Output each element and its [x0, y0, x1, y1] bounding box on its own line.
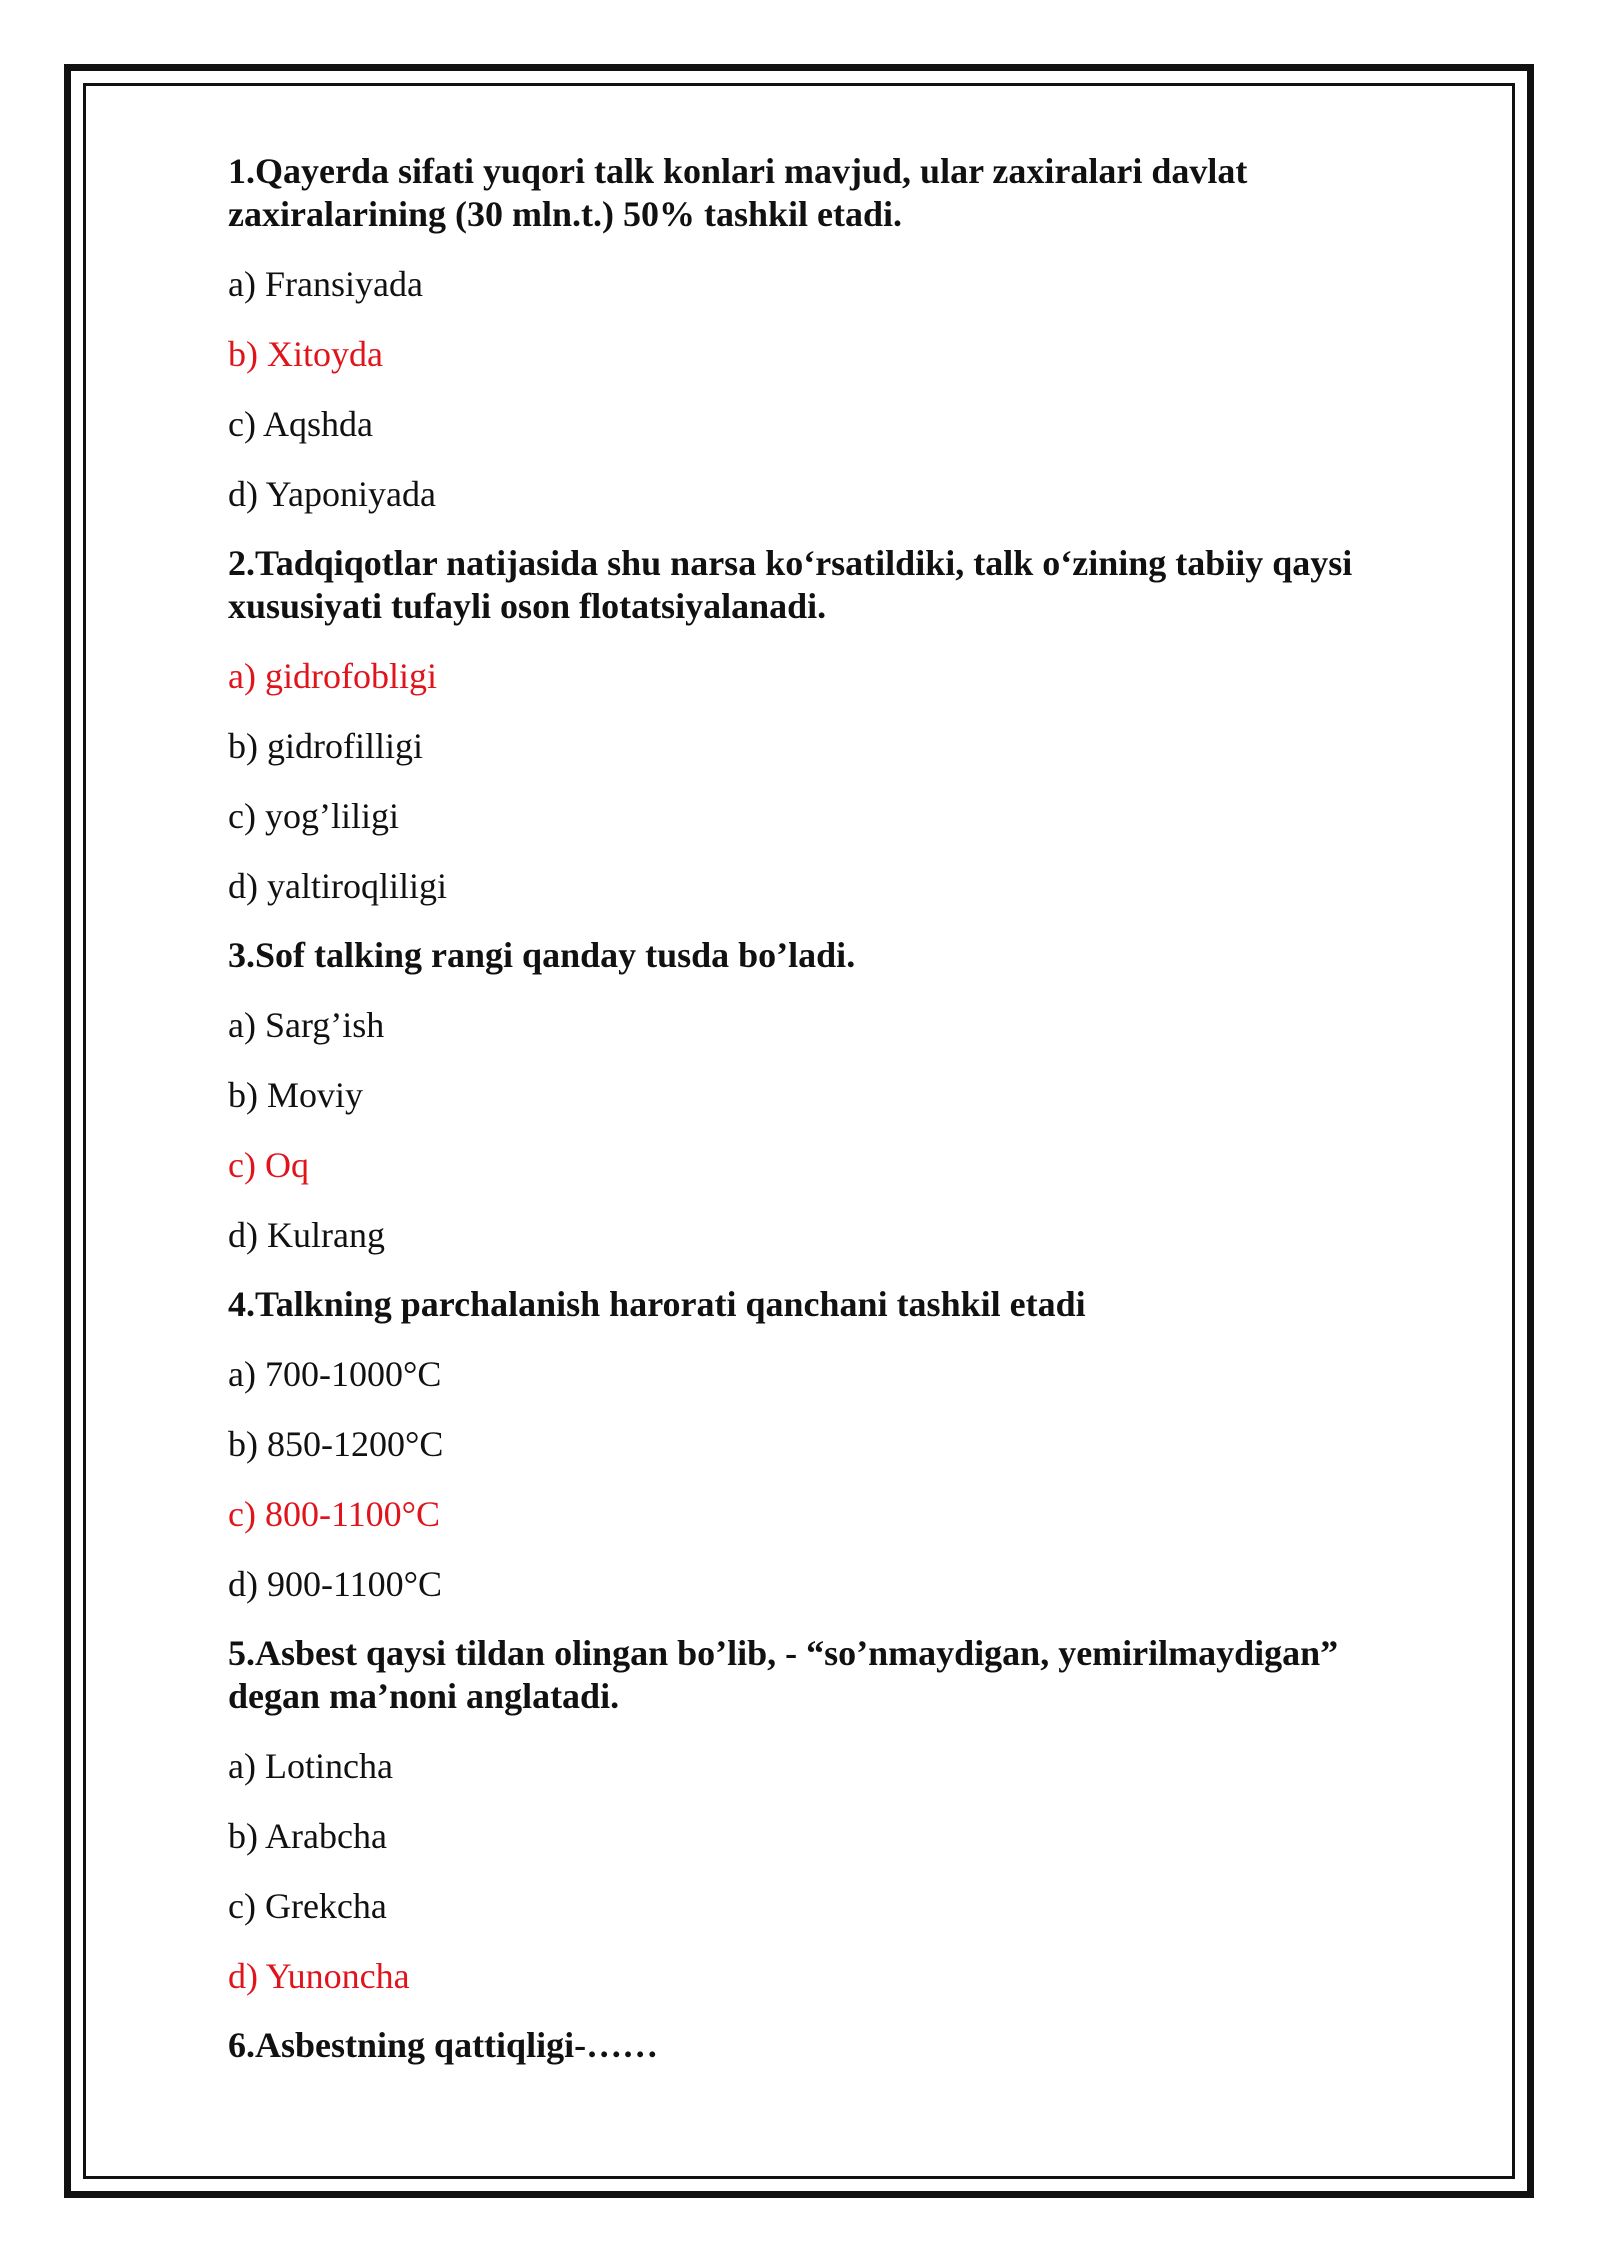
question-4-option-a: a) 700-1000°C: [228, 1354, 442, 1394]
question-2-option-c: c) yog’liligi: [228, 796, 399, 836]
question-3: 3.Sof talking rangi qanday tusda bo’ladi.: [228, 935, 856, 975]
quiz-content: [228, 150, 1428, 2093]
question-2-option-b: b) gidrofilligi: [228, 726, 423, 766]
question-5-option-a: a) Lotincha: [228, 1746, 393, 1786]
question-3-option-d: d) Kulrang: [228, 1215, 385, 1255]
question-1-option-a: a) Fransiyada: [228, 264, 423, 304]
question-2: 2.Tadqiqotlar natijasida shu narsa ko‘rsatildiki, talk o‘zining tabiiy qaysi xususiyati tufayli oson flotatsiyalanadi.: [228, 543, 1353, 626]
question-3-option-c-correct: c) Oq: [228, 1145, 309, 1185]
question-1-option-d: d) Yaponiyada: [228, 474, 436, 514]
question-5-option-d-correct: d) Yunoncha: [228, 1956, 410, 1996]
question-4: 4.Talkning parchalanish harorati qanchani tashkil etadi: [228, 1284, 1086, 1324]
question-1-option-b-correct: b) Xitoyda: [228, 334, 383, 374]
question-2-option-a-correct: a) gidrofobligi: [228, 656, 437, 696]
question-1: 1.Qayerda sifati yuqori talk konlari mavjud, ular zaxiralari davlat zaxiralarining (30 mln.t.) 50% tashkil etadi.: [228, 151, 1248, 234]
question-4-option-b: b) 850-1200°C: [228, 1424, 444, 1464]
question-5: 5.Asbest qaysi tildan olingan bo’lib, - “so’nmaydigan, yemirilmaydigan” degan ma’noni anglatadi.: [228, 1633, 1339, 1716]
question-3-option-a: a) Sarg’ish: [228, 1005, 385, 1045]
question-5-option-b: b) Arabcha: [228, 1816, 387, 1856]
question-4-option-c-correct: c) 800-1100°C: [228, 1494, 441, 1534]
question-6: 6.Asbestning qattiqligi-……: [228, 2025, 659, 2065]
question-1-option-c: c) Aqshda: [228, 404, 373, 444]
question-3-option-b: b) Moviy: [228, 1075, 363, 1115]
question-5-option-c: c) Grekcha: [228, 1886, 387, 1926]
question-4-option-d: d) 900-1100°C: [228, 1564, 443, 1604]
question-2-option-d: d) yaltiroqliligi: [228, 866, 447, 906]
